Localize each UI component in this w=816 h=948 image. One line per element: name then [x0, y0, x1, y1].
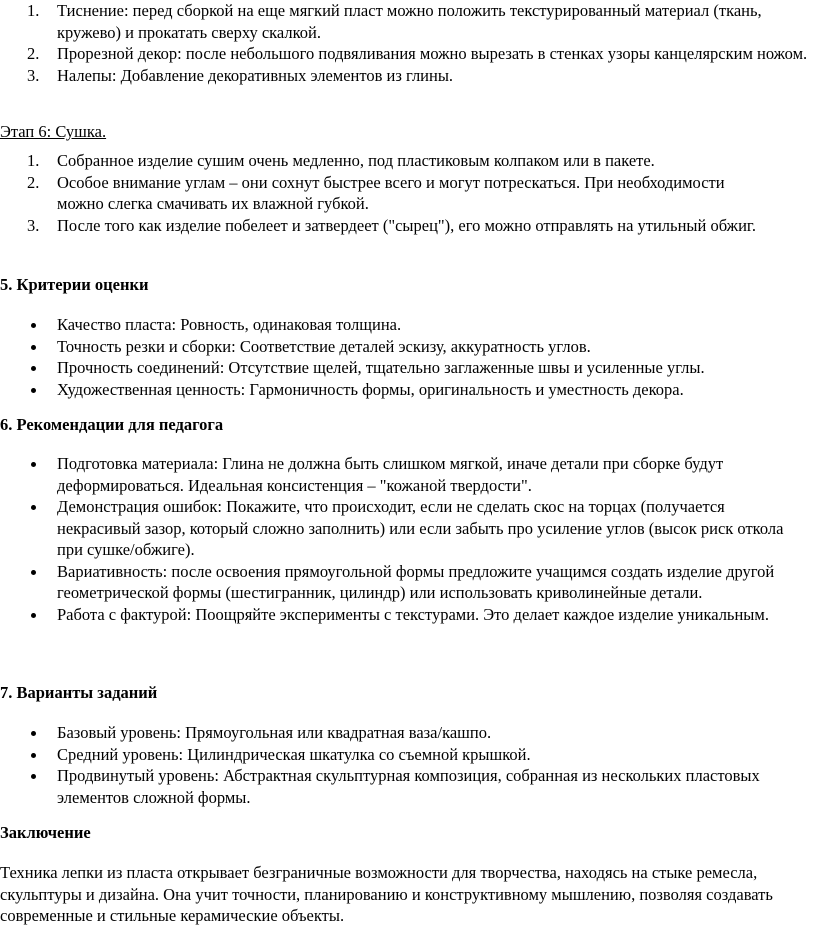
list-item: 2. Прорезной декор: после небольшого подвяливания можно вырезать в стенках узоры канцелярским ножом. [27, 44, 808, 63]
section-7-heading: 7. Варианты заданий [0, 683, 158, 702]
list-number: 2. [27, 44, 40, 63]
bullet-icon [31, 731, 36, 736]
list-item: 2. Особое внимание углам – они сохнут быстрее всего и могут потрескаться. При необходимости можно слегка смачивать их влажной губкой. [27, 172, 725, 213]
list-item: 3. После того как изделие побелеет и затвердеет ("сырец"), его можно отправлять на утильный обжиг. [27, 215, 756, 235]
list-item: Прочность соединений: Отсутствие щелей, тщательно заглаженные швы и усиленные углы. [0, 357, 816, 379]
bullet-icon [31, 323, 36, 328]
list-item: Качество пласта: Ровность, одинаковая толщина. [0, 314, 816, 336]
bullet-icon [31, 366, 36, 371]
task-variants-list [0, 722, 816, 808]
list-item: Работа с фактурой: Поощряйте эксперименты с текстурами. Это делает каждое изделие уникальным. [0, 604, 816, 626]
list-item: Демонстрация ошибок: Покажите, что происходит, если не сделать скос на торцах (получается некрасивый зазор, который сложно заполнить) или если забыть про усиление углов (высок риск откола при сушке/обжиге). [0, 496, 816, 561]
bullet-icon [31, 753, 36, 758]
bullet-icon [31, 462, 36, 467]
bullet-icon [31, 570, 36, 575]
list-item: Художественная ценность: Гармоничность формы, оригинальность и уместность декора. [0, 379, 816, 401]
list-number: 1. [27, 1, 40, 20]
list-item: 1. Собранное изделие сушим очень медленно, под пластиковым колпаком или в пакете. [27, 151, 655, 170]
list-item: Средний уровень: Цилиндрическая шкатулка со съемной крышкой. [0, 744, 816, 766]
drying-steps-list [0, 150, 816, 236]
teacher-recommendations-list [0, 453, 816, 625]
section-6-heading: 6. Рекомендации для педагога [0, 415, 224, 434]
list-item: 1. Тиснение: перед сборкой на еще мягкий пласт можно положить текстурированный материал (ткань, кружево) и прокатать сверху скалкой. [27, 1, 762, 42]
list-item: Вариативность: после освоения прямоугольной формы предложите учащимся создать изделие другой геометрической формы (шестигранник, цилиндр) или использовать криволинейные детали. [0, 561, 816, 604]
list-number: 3. [27, 215, 40, 235]
conclusion-heading: Заключение [0, 823, 91, 842]
assessment-criteria-list [0, 314, 816, 400]
section-5-heading: 5. Критерии оценки [0, 275, 149, 294]
bullet-icon [31, 345, 36, 350]
bullet-icon [31, 774, 36, 779]
list-item: Точность резки и сборки: Соответствие деталей эскизу, аккуратность углов. [0, 336, 816, 358]
decor-techniques-list [0, 0, 816, 86]
list-number: 1. [27, 151, 40, 170]
bullet-icon [31, 388, 36, 393]
list-item: 3. Налепы: Добавление декоративных элементов из глины. [27, 65, 454, 85]
list-number: 2. [27, 172, 40, 192]
stage-6-title: Этап 6: Сушка. [0, 122, 107, 141]
list-item: Продвинутый уровень: Абстрактная скульптурная композиция, собранная из нескольких пластовых элементов сложной формы. [0, 765, 816, 808]
list-item: Подготовка материала: Глина не должна быть слишком мягкой, иначе детали при сборке будут деформироваться. Идеальная консистенция – "кожаной твердости". [0, 453, 816, 496]
list-item: Базовый уровень: Прямоугольная или квадратная ваза/кашпо. [0, 722, 816, 744]
bullet-icon [31, 505, 36, 510]
bullet-icon [31, 613, 36, 618]
list-number: 3. [27, 65, 40, 85]
conclusion-paragraph: Техника лепки из пласта открывает безграничные возможности для творчества, находясь на стыке ремесла, скульптуры и дизайна. Она учит точности, планированию и конструктивному мышлению, позволяя создавать современные и стильные керамические объекты. [0, 863, 773, 925]
